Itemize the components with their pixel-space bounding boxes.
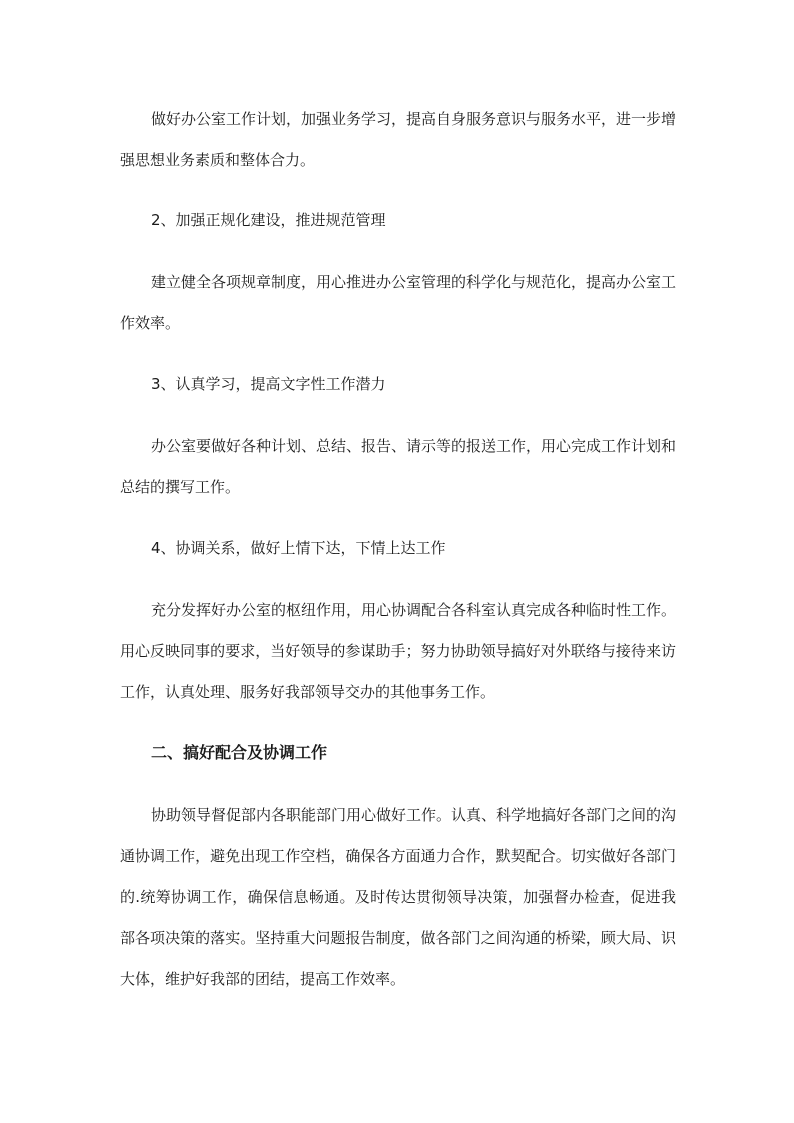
paragraph-reports: 办公室要做好各种计划、总结、报告、请示等的报送工作，用心完成工作计划和总结的撰写工作。 — [120, 437, 677, 496]
paragraph-department-coordination: 协助领导督促部内各职能部门用心做好工作。认真、科学地搞好各部门之间的沟通协调工作，避免出现工作空档，确保各方面通力合作，默契配合。切实做好各部门的.统筹协调工作，确保信息畅通。及时传达贯彻领导决策，加强督办检查，促进我部各项决策的落实。坚持重大问题报告制度，做各部门之间沟通的桥梁，顾大局、识大体，维护好我部的团结，提高工作效率。 — [120, 806, 677, 988]
heading-coordination: 4、协调关系，做好上情下达，下情上达工作 — [151, 539, 446, 557]
paragraph-hub-role: 充分发挥好办公室的枢纽作用，用心协调配合各科室认真完成各种临时性工作。用心反映同事的要求，当好领导的参谋助手；努力协助领导搞好对外联络与接待来访工作，认真处理、服务好我部领导交办的其他事务工作。 — [120, 601, 677, 701]
paragraph-regulations: 建立健全各项规章制度，用心推进办公室管理的科学化与规范化，提高办公室工作效率。 — [120, 273, 677, 332]
section-heading-cooperation: 二、搞好配合及协调工作 — [151, 743, 328, 762]
heading-study: 3、认真学习，提高文字性工作潜力 — [151, 375, 386, 393]
heading-standardization: 2、加强正规化建设，推进规范管理 — [151, 211, 386, 229]
paragraph-work-plan: 做好办公室工作计划，加强业务学习，提高自身服务意识与服务水平，进一步增强思想业务素质和整体合力。 — [120, 110, 677, 169]
